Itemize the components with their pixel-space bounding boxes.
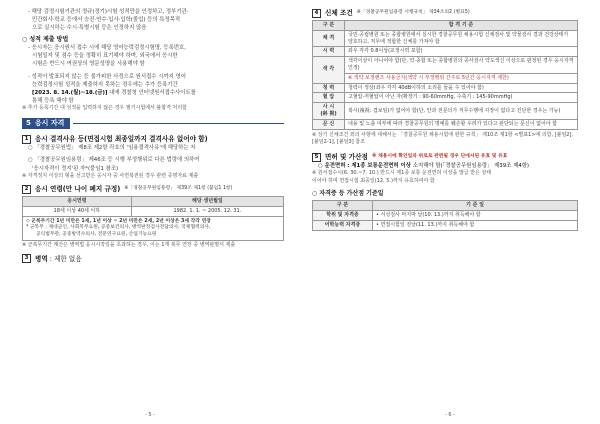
military-service-types: 공익법무관, 공중방역수의사, 전문연구요원, 산업기능요원 — [36, 231, 157, 237]
subsection-1-heading — [22, 134, 284, 144]
score-note: ※ 추가 등록기간 내 성적을 입력하지 않은 경우 필기시험에서 불합격 처리함 — [22, 104, 187, 111]
physical-table-header: 구 분 — [313, 21, 345, 31]
bonus-table-header: 기 준 일 — [373, 201, 578, 211]
criterion-label: 혈 압 — [313, 93, 345, 103]
physical-table-note: ※ 상기 신체조건 외의 사항에 대해서는 「경찰공무원 채용시험에 관한 규칙」 제10조 제1항 <별표1>에 의함, [붙임2], [붙임2-1], [붙임3] 참조 — [312, 131, 574, 145]
subsection-5-heading — [312, 152, 578, 162]
age-range-cell: 18세 이상 40세 이하 — [23, 206, 132, 216]
bonus-table-header: 구 분 — [313, 201, 373, 211]
criterion-text: 복시(複視: 겹보임)가 없어야 함(단, 안과 전문의가 직무수행에 지장이 없다고 진단한 경우는 가능) — [345, 103, 578, 120]
criterion-label: 시 력 — [313, 47, 345, 57]
score-paragraph-2 — [22, 89, 284, 97]
score-paragraph-1: 시험은 반드시 여권상의 영문성명을 사용해야 함 — [32, 61, 145, 68]
disqualification-note: ※ 자격정지 이상의 형을 선고받은 응시자 중 사면복권된 경우 관련 증명자료 제출 — [22, 172, 199, 179]
subsection-1-title: 응시 결격사유 등(면접시험 최종일까지 결격사유 없어야 함) — [35, 135, 208, 144]
section-5-number: 5 — [22, 118, 35, 129]
bonus-criteria-table — [312, 200, 578, 230]
page-number: - 6 - — [445, 412, 455, 418]
additional-registration-period: [2023. 8. 14.(월)~18.(금)] — [32, 89, 108, 96]
license-note: ※ 원서접수시(6. 30.~7. 10.) 반드시 제1종 보통 운전면허 이상을 발급 받은 상태 — [312, 170, 492, 177]
birthdate-range-cell: 1982. 1. 1. ~ 2005. 12. 31. — [131, 206, 283, 216]
page-5-content — [22, 8, 284, 264]
section-5-title: 응시 자격 — [35, 118, 71, 129]
criterion-label: 체 격 — [313, 30, 345, 47]
military-service-types: * 군복무 : 제대군인, 사회복무요원, 공중보건의사, 병역판정검사전담의사, 국제협력의사, — [26, 225, 211, 231]
score-paragraph-2: - 성적이 발표되지 않는 등 불가피한 사정으로 원서접수 시까지 영어 — [28, 73, 186, 80]
score-heading: ○ 성적 제출 방법 — [22, 36, 69, 44]
criterion-text: 내용 및 노출 여부에 따라 경찰공무원의 명예를 훼손할 우려가 있다고 판단되는 문신이 없어야 함 — [345, 119, 578, 129]
page-6 — [300, 0, 600, 424]
criterion-text: 청력이 정상(좌우 각각 40dB이하의 소리를 들을 수 있어야 함) — [345, 83, 578, 93]
license-requirement-rest: 소지해야 함(「경찰공무원임용령」 제39조 제4항) — [412, 163, 530, 170]
criterion-label: 색 각 — [313, 57, 345, 83]
subsection-number-box: 1 — [22, 135, 31, 144]
subsection-5-title: 면허 및 가산점 — [325, 153, 368, 162]
physical-requirements-table — [312, 20, 578, 130]
bonus-deadline: • 서성검사 마지막 날(10. 13.)까지 취득해야 함 — [373, 211, 578, 221]
criterion-text: 좌우 각각 0.8이상(교정시력 포함) — [345, 47, 578, 57]
bonus-category: 어학능력 자격증 — [313, 220, 373, 230]
subsection-2-heading — [22, 184, 284, 194]
age-table-header: 응시연령 — [23, 197, 132, 207]
subsection-3-value: : 제한 없음 — [49, 254, 82, 263]
intro-line: - 해당 검정시험기관의 정규(정기)시험 성적만을 인정하고, 정부기관· — [28, 9, 189, 15]
page-number: - 5 - — [145, 412, 155, 418]
subsection-5-reference: ※ 채용시에 확인일과 위로로 관련될 경우 단에서된 유효 및 유효 — [371, 154, 508, 160]
license-requirement-title: ○ 운전면허 : 제1종 보통운전면허 이상 — [318, 163, 411, 170]
criterion-label: 청 력 — [313, 83, 345, 93]
bonus-category: 학위 및 자격증 — [313, 211, 373, 221]
license-note: 이어야 하며 면접시험 최종일(12. 5.)까지 유효하여야 함 — [312, 177, 435, 184]
page-6-content — [312, 8, 578, 231]
score-paragraph-2-rest: 내에 경찰청 인터넷원서접수사이트를 — [109, 89, 196, 96]
physical-table-header: 합 격 기 준 — [345, 21, 578, 31]
subsection-number-box: 2 — [22, 185, 31, 194]
military-extension-rule: ◇ 군복무기간 1년 미만은 1세, 1년 이상 ~ 2년 미만은 2세, 2년 이상은 3세 각각 연장 — [26, 218, 211, 224]
criterion-text: 고혈압·저혈압이 아닌 자(확장기 : 90-60mmHg, 수축기 : 145-90mmHg) — [345, 93, 578, 103]
subsection-4-title: 신체 조건 — [325, 9, 353, 17]
criterion-label: 사 시 (斜 視) — [313, 103, 345, 120]
color-lens-warning: ※ 색약 보정렌즈 사용금지(색약 시 부정행위 간주로 5년간 응시자격 제한) — [345, 73, 578, 83]
score-paragraph-1: - 응시자는 응시원서 접수 시에 해당 영어능력검정시험명, 등록번호, — [28, 45, 186, 52]
disqualification-item: ○ 「경찰공무원법」 제8조 제2항 각호의 '임용결격사유'에 해당하는 자 — [28, 145, 196, 152]
section-rule — [73, 123, 284, 124]
subsection-4-reference: ※「경찰공무원임용령 시행규칙」 제34조의2 (별표5) — [356, 10, 470, 15]
subsection-number-box: 5 — [312, 153, 321, 162]
subsection-3-heading — [22, 254, 284, 264]
intro-line: 으로 실시하는 수시·특별시험 등은 인정하지 않음 — [32, 25, 147, 32]
criterion-text: 색각이상이 아니어야 함(단, 약·종합 또는 종합병원의 공사검사 약도색신 이상으로 판정된 경우 응시자격 인정) — [345, 57, 578, 74]
subsection-3-title: 병역 — [35, 254, 48, 263]
score-paragraph-2: 능력검정시험 성적을 제출하지 못하는 경우에는 추가 등록기간 — [32, 81, 178, 88]
bonus-deadline: • 면접시험일 전날(11. 13.)까지 취득해야 함 — [373, 220, 578, 230]
subsection-number-box: 4 — [312, 9, 321, 18]
subsection-2-title: 응시 연령(만 나이 폐지 규정) — [35, 185, 121, 194]
score-paragraph-2: 통해 등록 해야 함 — [32, 97, 74, 104]
section-5-header — [22, 118, 284, 129]
disqualification-item: ○ 「경찰공무원임용령」 제46조 등 시행 부정행위로 다른 법령에 의하여 — [28, 157, 200, 164]
age-table-header: 해당 생년월일 — [131, 197, 283, 207]
age-table — [22, 196, 284, 217]
bonus-heading: ○ 자격증 등 가산점 기준일 — [312, 190, 384, 198]
subsection-2-reference: ※「경찰공무원임용령」 제39조 제1항 (붙임1 1항) — [124, 186, 233, 192]
intro-line: 민간회사·학교 등에서 승진·연수·입사·입학(졸업) 등의 특정목적 — [32, 17, 181, 24]
military-extension-note — [22, 217, 284, 242]
criterion-label: 문 신 — [313, 119, 345, 129]
subsection-4-heading — [312, 8, 578, 18]
military-calculation-note: ※ 군복무기간 계산은 병역법 응시시작일을 초과하는 경우, 이는 1개 복무 연장 중 병역판명서 제출 — [22, 242, 236, 249]
disqualification-item: '응시자격이 정지'된 자*(붙임1 참조) — [32, 165, 119, 172]
criterion-text: 국민·공립병원 또는 종합병원에서 실시한 경찰공무원 채용시험 신체검사 및 약물검사 결과 건강상태가 양호하고, 직무에 적합한 신체를 가져야 함 — [345, 30, 578, 47]
score-paragraph-1: 시험일자 및 점수 등을 정확히 표기해야 하며, 외국에서 응시한 — [32, 53, 178, 60]
subsection-number-box: 3 — [22, 254, 31, 263]
